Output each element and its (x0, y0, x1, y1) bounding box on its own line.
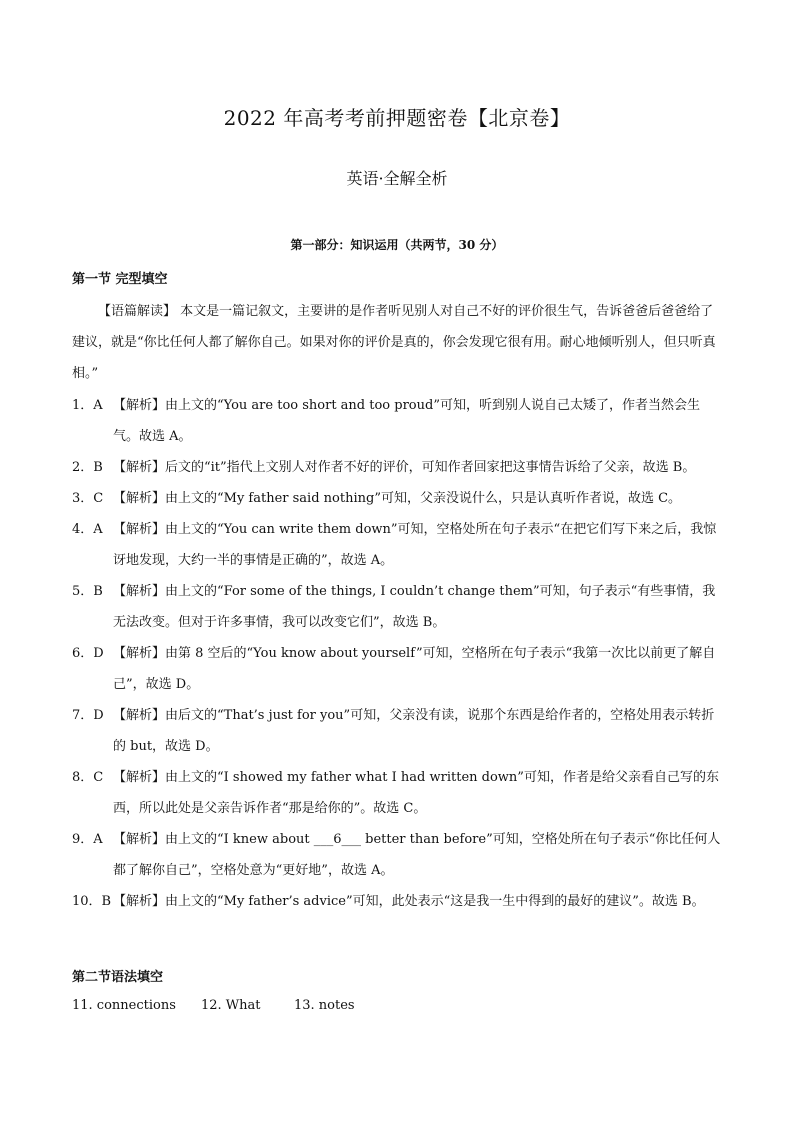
answer-item (72, 452, 724, 483)
answer-number: 6．D (72, 646, 104, 661)
answer-explanation: 【解析】后文的“it”指代上文别人对作者不好的评价，可知作者回家把这事情告诉给了父亲，故选 B。 (113, 460, 696, 475)
answer-number: 8．C (72, 770, 104, 785)
answer-item (72, 576, 724, 638)
answer-item (72, 483, 724, 514)
answer-number: 4．A (72, 522, 103, 537)
answer-number: 5．B (72, 584, 103, 599)
answer-item (72, 700, 724, 762)
document-subtitle: 英语·全解全析 (346, 169, 448, 188)
grammar-fill-answers (72, 998, 355, 1013)
answer-explanation: 【解析】由上文的“You are too short and too proud”可知，听到别人说自己太矮了，作者当然会生气。故选 A。 (113, 398, 700, 444)
answer-explanation: 【解析】由后文的“That’s just for you”可知，父亲没有读，说那个东西是给作者的，空格处用表示转折的 but，故选 D。 (113, 708, 715, 754)
answer-explanation: 【解析】由第 8 空后的“You know about yourself”可知，空格所在句子表示“我第一次比以前更了解自己”，故选 D。 (113, 646, 716, 692)
answer-explanation: 【解析】由上文的“My father said nothing”可知，父亲没说什么，只是认真听作者说，故选 C。 (113, 491, 682, 506)
answer-item (72, 390, 724, 452)
answer-number: 1．A (72, 398, 103, 413)
answer-list (72, 390, 724, 917)
answer-explanation: 【解析】由上文的“You can write them down”可知，空格处所在句子表示“在把它们写下来之后，我惊讶地发现，大约一半的事情是正确的”，故选 A。 (113, 522, 717, 568)
fill-answer: 11. connections (72, 998, 176, 1013)
answer-item (72, 886, 724, 917)
passage-analysis: 【语篇解读】 本文是一篇记叙文，主要讲的是作者听见别人对自己不好的评价很生气，告诉爸爸后爸爸给了建议，就是“你比任何人都了解你自己。如果对你的评价是真的，你会发现它很有用。耐心地倾听别人，但只听真相。” (72, 304, 716, 381)
answer-explanation: 【解析】由上文的“I showed my father what I had written down”可知，作者是给父亲看自己写的东西，所以此处是父亲告诉作者“那是给你的”。故选 C。 (113, 770, 719, 816)
answer-number: 9．A (72, 832, 103, 847)
answer-number: 2．B (72, 460, 103, 475)
part-heading: 第一部分：知识运用（共两节，30 分） (290, 238, 504, 252)
answer-item (72, 824, 724, 886)
answer-explanation: 【解析】由上文的“My father’s advice”可知，此处表示“这是我一生中得到的最好的建议”。故选 B。 (113, 894, 705, 909)
answer-explanation: 【解析】由上文的“For some of the things, I couldn’t change them”可知，句子表示“有些事情，我无法改变。但对于许多事情，我可以改变它们”，故选 B。 (113, 584, 716, 630)
answer-number: 10．B (72, 894, 112, 909)
section1-heading: 第一节 完型填空 (72, 272, 168, 287)
answer-item (72, 514, 724, 576)
section2-heading: 第二节语法填空 (72, 970, 164, 985)
fill-answer: 12. What (201, 998, 261, 1013)
document-title: 2022 年高考考前押题密卷【北京卷】 (223, 106, 571, 130)
answer-number: 7．D (72, 708, 104, 723)
answer-item (72, 762, 724, 824)
answer-explanation: 【解析】由上文的“I knew about ___6___ better than before”可知，空格处所在句子表示“你比任何人都了解你自己”，空格处意为“更好地”，故选 A。 (113, 832, 721, 878)
answer-number: 3．C (72, 491, 104, 506)
answer-item (72, 638, 724, 700)
fill-answer: 13. notes (294, 998, 355, 1013)
